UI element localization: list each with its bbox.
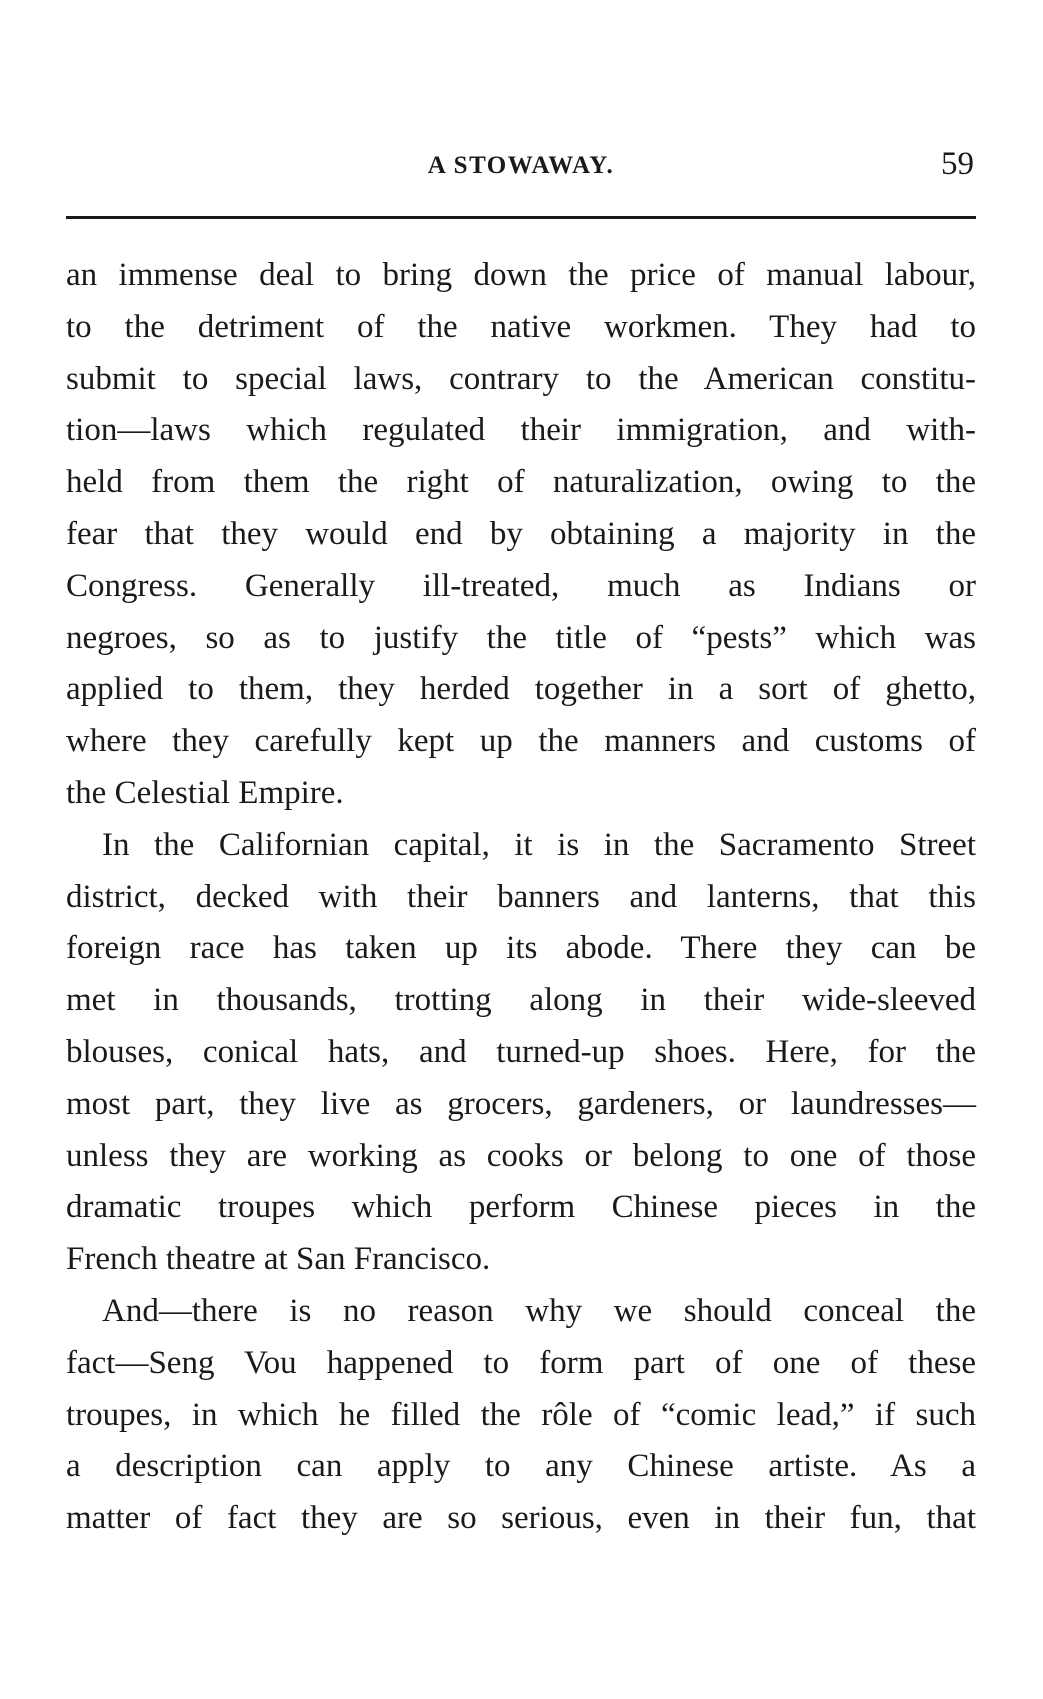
running-title: A STOWAWAY. xyxy=(427,152,615,179)
text-line: Congress. Generally ill-treated, much as Indians or xyxy=(66,567,976,604)
text-line: most part, they live as grocers, gardeners, or laundresses— xyxy=(66,1085,976,1122)
text-line: held from them the right of naturalization, owing to the xyxy=(66,464,976,501)
text-line: unless they are working as cooks or belong to one of those xyxy=(66,1137,976,1174)
header-rule xyxy=(66,216,976,219)
page-number: 59 xyxy=(941,146,974,182)
paragraph-2 xyxy=(66,820,976,1286)
text-line: to the detriment of the native workmen. They had to xyxy=(66,308,976,345)
text-line: the Celestial Empire. xyxy=(66,774,344,811)
text-line: submit to special laws, contrary to the American constitu- xyxy=(66,360,976,397)
text-line: district, decked with their banners and lanterns, that this xyxy=(66,878,976,915)
text-line: tion—laws which regulated their immigration, and with- xyxy=(66,412,976,449)
text-line: In the Californian capital, it is in the Sacramento Street xyxy=(102,826,976,863)
text-line: fact—Seng Vou happened to form part of one of these xyxy=(66,1344,976,1381)
body-text xyxy=(66,250,976,1545)
text-line: fear that they would end by obtaining a majority in the xyxy=(66,515,976,552)
text-line: dramatic troupes which perform Chinese pieces in the xyxy=(66,1189,976,1226)
running-head xyxy=(66,146,976,186)
text-line: foreign race has taken up its abode. There they can be xyxy=(66,930,976,967)
text-line: And—there is no reason why we should conceal the xyxy=(102,1292,976,1329)
text-line: matter of fact they are so serious, even in their fun, that xyxy=(66,1500,976,1537)
text-line: an immense deal to bring down the price of manual labour, xyxy=(66,257,976,293)
text-line: met in thousands, trotting along in their wide-sleeved xyxy=(66,982,976,1019)
text-line: a description can apply to any Chinese artiste. As a xyxy=(66,1448,976,1485)
text-line: French theatre at San Francisco. xyxy=(66,1241,491,1278)
paragraph-1 xyxy=(66,250,976,820)
text-line: applied to them, they herded together in a sort of ghetto, xyxy=(66,671,976,708)
paragraph-3 xyxy=(66,1286,976,1545)
text-line: where they carefully kept up the manners and customs of xyxy=(66,723,976,760)
text-line: negroes, so as to justify the title of “pests” which was xyxy=(66,619,976,656)
text-line: troupes, in which he filled the rôle of “comic lead,” if such xyxy=(66,1396,976,1433)
text-line: blouses, conical hats, and turned-up shoes. Here, for the xyxy=(66,1033,976,1070)
